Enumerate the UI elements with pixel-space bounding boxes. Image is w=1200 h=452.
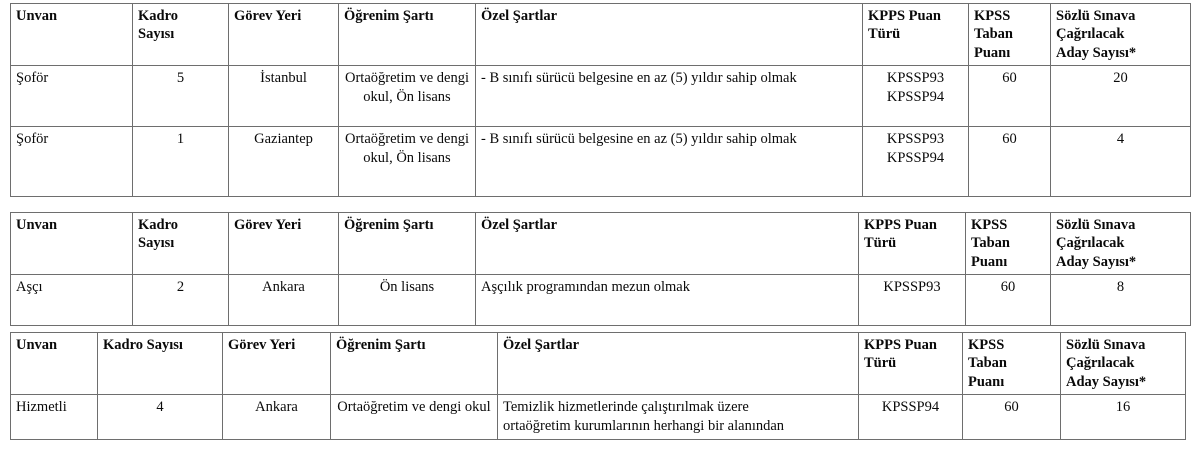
col-header-kpps-puan-turu: KPPS Puan Türü xyxy=(859,333,963,395)
col-header-gorev-yeri: Görev Yeri xyxy=(223,333,331,395)
col-header-kpss-taban-puani: KPSS Taban Puanı xyxy=(966,213,1051,275)
col-header-kadro-sayisi: Kadro Sayısı xyxy=(133,4,229,66)
cell-ogrenim-sarti: Ortaöğretim ve dengi okul, Ön lisans xyxy=(339,127,476,197)
cell-kpps-puan-turu: KPSSP94 xyxy=(859,395,963,440)
col-header-kpps-puan-turu: KPPS Puan Türü xyxy=(859,213,966,275)
table-header-row xyxy=(11,213,1191,275)
cell-sozlu-sinava-cagrilacak: 8 xyxy=(1051,275,1191,326)
col-header-unvan: Unvan xyxy=(11,333,98,395)
col-header-unvan: Unvan xyxy=(11,213,133,275)
cell-ozel-sartlar: - B sınıfı sürücü belgesine en az (5) yıldır sahip olmak xyxy=(476,66,863,127)
col-header-kadro-sayisi: Kadro Sayısı xyxy=(133,213,229,275)
table-row xyxy=(11,395,1186,440)
table-row xyxy=(11,127,1191,197)
cell-gorev-yeri: İstanbul xyxy=(229,66,339,127)
cell-kpss-taban-puani: 60 xyxy=(963,395,1061,440)
cell-kpps-puan-turu: KPSSP93 KPSSP94 xyxy=(863,66,969,127)
cell-ozel-sartlar: Temizlik hizmetlerinde çalıştırılmak üzere ortaöğretim kurumlarının herhangi bir alanından xyxy=(498,395,859,440)
kadro-table-3 xyxy=(10,332,1186,440)
col-header-ogrenim-sarti: Öğrenim Şartı xyxy=(331,333,498,395)
col-header-unvan: Unvan xyxy=(11,4,133,66)
col-header-sozlu-sinava-cagrilacak: Sözlü Sınava Çağrılacak Aday Sayısı* xyxy=(1051,4,1191,66)
cell-ogrenim-sarti: Ön lisans xyxy=(339,275,476,326)
cell-kpps-puan-turu: KPSSP93 KPSSP94 xyxy=(863,127,969,197)
cell-unvan: Şoför xyxy=(11,127,133,197)
table-row xyxy=(11,275,1191,326)
cell-kpss-taban-puani: 60 xyxy=(969,66,1051,127)
col-header-gorev-yeri: Görev Yeri xyxy=(229,213,339,275)
table-header-row xyxy=(11,4,1191,66)
cell-sozlu-sinava-cagrilacak: 20 xyxy=(1051,66,1191,127)
cell-sozlu-sinava-cagrilacak: 4 xyxy=(1051,127,1191,197)
col-header-ozel-sartlar: Özel Şartlar xyxy=(476,4,863,66)
cell-kpps-puan-turu: KPSSP93 xyxy=(859,275,966,326)
col-header-ogrenim-sarti: Öğrenim Şartı xyxy=(339,213,476,275)
col-header-ogrenim-sarti: Öğrenim Şartı xyxy=(339,4,476,66)
col-header-sozlu-sinava-cagrilacak: Sözlü Sınava Çağrılacak Aday Sayısı* xyxy=(1051,213,1191,275)
cell-gorev-yeri: Gaziantep xyxy=(229,127,339,197)
cell-unvan: Aşçı xyxy=(11,275,133,326)
table-header-row xyxy=(11,333,1186,395)
cell-kadro-sayisi: 5 xyxy=(133,66,229,127)
col-header-kpss-taban-puani: KPSS Taban Puanı xyxy=(963,333,1061,395)
table-row xyxy=(11,66,1191,127)
col-header-kadro-sayisi: Kadro Sayısı xyxy=(98,333,223,395)
col-header-kpps-puan-turu: KPPS Puan Türü xyxy=(863,4,969,66)
cell-kpss-taban-puani: 60 xyxy=(969,127,1051,197)
cell-ogrenim-sarti: Ortaöğretim ve dengi okul, Ön lisans xyxy=(339,66,476,127)
cell-kadro-sayisi: 4 xyxy=(98,395,223,440)
cell-gorev-yeri: Ankara xyxy=(223,395,331,440)
cell-kadro-sayisi: 1 xyxy=(133,127,229,197)
col-header-ozel-sartlar: Özel Şartlar xyxy=(476,213,859,275)
cell-kpss-taban-puani: 60 xyxy=(966,275,1051,326)
col-header-sozlu-sinava-cagrilacak: Sözlü Sınava Çağrılacak Aday Sayısı* xyxy=(1061,333,1186,395)
col-header-kpss-taban-puani: KPSS Taban Puanı xyxy=(969,4,1051,66)
kadro-table-1 xyxy=(10,3,1191,197)
cell-unvan: Şoför xyxy=(11,66,133,127)
cell-unvan: Hizmetli xyxy=(11,395,98,440)
cell-ogrenim-sarti: Ortaöğretim ve dengi okul xyxy=(331,395,498,440)
cell-kadro-sayisi: 2 xyxy=(133,275,229,326)
cell-ozel-sartlar: - B sınıfı sürücü belgesine en az (5) yıldır sahip olmak xyxy=(476,127,863,197)
col-header-gorev-yeri: Görev Yeri xyxy=(229,4,339,66)
col-header-ozel-sartlar: Özel Şartlar xyxy=(498,333,859,395)
cell-ozel-sartlar: Aşçılık programından mezun olmak xyxy=(476,275,859,326)
cell-sozlu-sinava-cagrilacak: 16 xyxy=(1061,395,1186,440)
kadro-table-2 xyxy=(10,212,1191,326)
cell-gorev-yeri: Ankara xyxy=(229,275,339,326)
